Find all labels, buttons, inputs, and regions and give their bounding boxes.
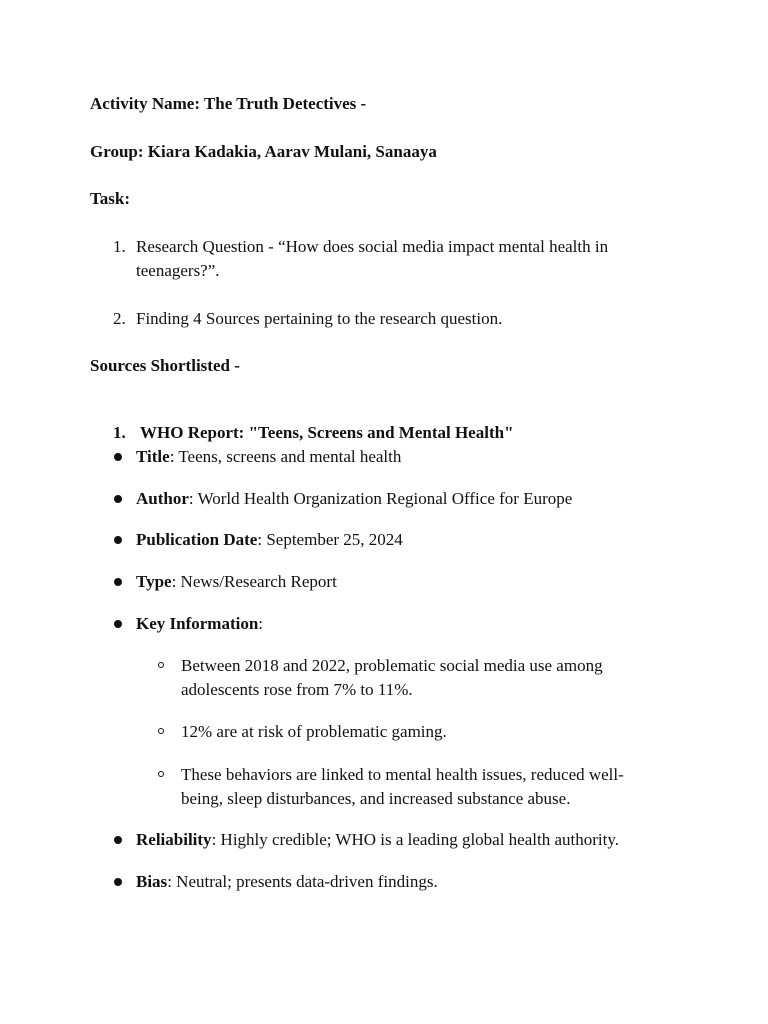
bullet-dot bbox=[114, 620, 122, 628]
activity-name-line bbox=[90, 92, 366, 116]
field-key-information bbox=[136, 612, 263, 636]
field-publication-date-label: Publication Date bbox=[136, 530, 258, 549]
hollow-bullet bbox=[158, 728, 164, 734]
field-author bbox=[136, 487, 572, 511]
key-info-2-line1: 12% are at risk of problematic gaming. bbox=[181, 722, 447, 741]
field-author-value: : World Health Organization Regional Office for Europe bbox=[188, 489, 573, 508]
field-type-label: Type bbox=[136, 572, 172, 591]
field-publication-date-value: : September 25, 2024 bbox=[257, 530, 403, 549]
bullet-dot bbox=[114, 836, 122, 844]
activity-name-value: The Truth Detectives - bbox=[203, 94, 367, 113]
task-item-1-number: 1. bbox=[113, 237, 126, 256]
bullet-dot bbox=[114, 453, 122, 461]
activity-name-label: Activity Name: bbox=[90, 94, 200, 113]
task-item-1-line1: Research Question - “How does social media impact mental health in bbox=[136, 237, 609, 256]
task-item-2-number: 2. bbox=[113, 309, 126, 328]
source-1-number: 1. bbox=[113, 423, 126, 442]
hollow-bullet bbox=[158, 771, 164, 777]
bullet-dot bbox=[114, 578, 122, 586]
group-members: Kiara Kadakia, Aarav Mulani, Sanaaya bbox=[147, 142, 437, 161]
field-type-value: : News/Research Report bbox=[171, 572, 337, 591]
field-key-information-label: Key Information bbox=[136, 614, 259, 633]
task-item-2-line1: Finding 4 Sources pertaining to the research question. bbox=[136, 309, 503, 328]
key-info-3-line2: being, sleep disturbances, and increased substance abuse. bbox=[181, 789, 571, 808]
key-info-3-line1: These behaviors are linked to mental health issues, reduced well- bbox=[181, 765, 624, 784]
hollow-bullet bbox=[158, 662, 164, 668]
field-reliability-value: : Highly credible; WHO is a leading global health authority. bbox=[211, 830, 619, 849]
field-bias-label: Bias bbox=[136, 872, 168, 891]
group-line bbox=[90, 140, 437, 164]
group-label: Group: bbox=[90, 142, 144, 161]
bullet-dot bbox=[114, 878, 122, 886]
field-title-value: : Teens, screens and mental health bbox=[169, 447, 402, 466]
key-info-1-line1: Between 2018 and 2022, problematic social media use among bbox=[181, 656, 603, 675]
sources-heading: Sources Shortlisted - bbox=[90, 356, 240, 375]
field-publication-date bbox=[136, 528, 403, 552]
task-item-1-line2: teenagers?”. bbox=[136, 261, 220, 280]
field-bias-value: : Neutral; presents data-driven findings. bbox=[167, 872, 438, 891]
key-info-1-line2: adolescents rose from 7% to 11%. bbox=[181, 680, 413, 699]
field-reliability bbox=[136, 828, 619, 852]
field-key-information-value: : bbox=[258, 614, 264, 633]
field-title bbox=[136, 445, 401, 469]
field-author-label: Author bbox=[136, 489, 189, 508]
bullet-dot bbox=[114, 495, 122, 503]
source-1-title: WHO Report: "Teens, Screens and Mental Health" bbox=[140, 423, 514, 442]
field-bias bbox=[136, 870, 438, 894]
field-reliability-label: Reliability bbox=[136, 830, 212, 849]
task-heading: Task: bbox=[90, 189, 131, 208]
bullet-dot bbox=[114, 536, 122, 544]
field-title-label: Title bbox=[136, 447, 170, 466]
field-type bbox=[136, 570, 337, 594]
